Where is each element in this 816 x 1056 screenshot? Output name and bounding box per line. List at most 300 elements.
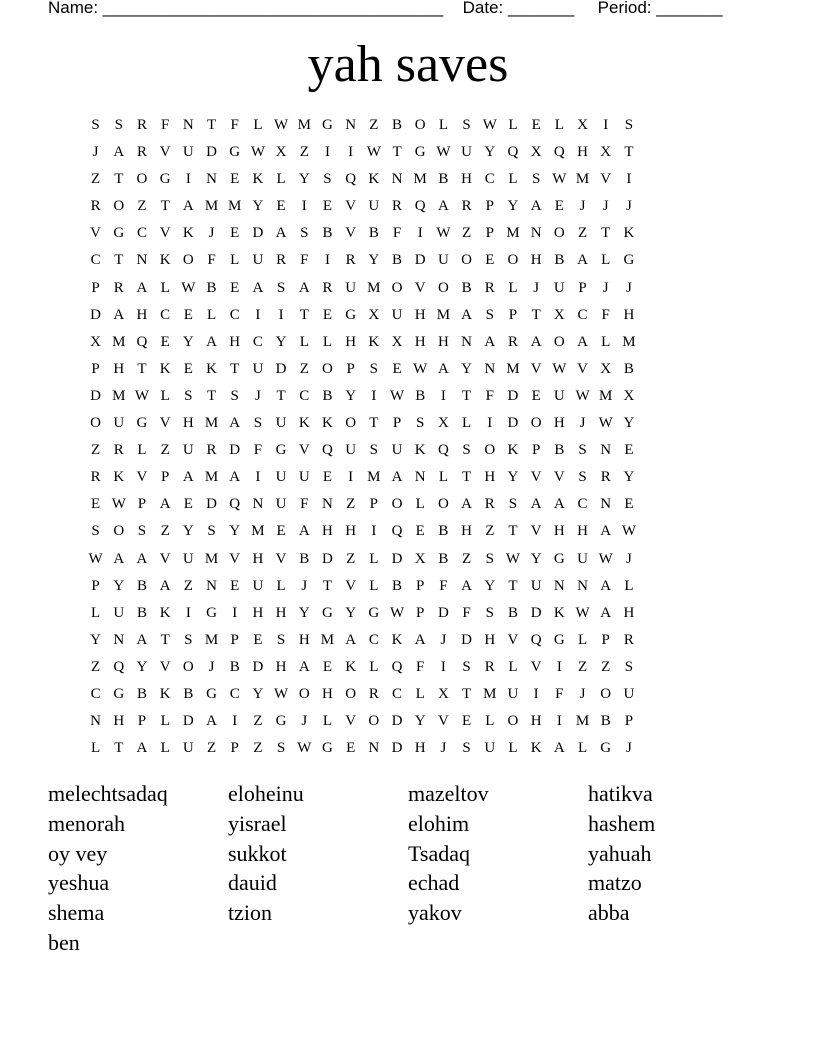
grid-letter: T xyxy=(531,306,541,323)
grid-letter: U xyxy=(113,415,125,432)
grid-letter: D xyxy=(391,713,403,730)
grid-letter: F xyxy=(416,658,425,675)
letter-grid xyxy=(84,114,641,764)
grid-letter: B xyxy=(392,252,403,269)
grid-letter: G xyxy=(159,171,171,188)
grid-letter: O xyxy=(553,333,565,350)
grid-letter: V xyxy=(159,144,171,161)
grid-letter: H xyxy=(275,604,287,621)
grid-letter: V xyxy=(553,469,565,486)
grid-row xyxy=(84,412,641,439)
grid-letter: K xyxy=(298,415,310,432)
grid-letter: S xyxy=(624,658,634,675)
grid-letter: A xyxy=(414,631,426,648)
grid-letter: W xyxy=(389,604,405,621)
grid-letter: S xyxy=(416,415,425,432)
grid-letter: M xyxy=(204,469,219,486)
grid-letter: O xyxy=(507,713,519,730)
grid-letter: A xyxy=(298,279,310,296)
grid-letter: S xyxy=(485,604,494,621)
grid-letter: V xyxy=(159,225,171,242)
grid-letter: R xyxy=(484,279,495,296)
grid-letter: S xyxy=(276,631,286,648)
grid-letter: T xyxy=(462,469,472,486)
grid-letter: E xyxy=(91,496,101,513)
grid-letter: H xyxy=(414,740,426,757)
grid-row xyxy=(84,277,641,304)
grid-letter: T xyxy=(392,144,402,161)
grid-letter: D xyxy=(437,604,449,621)
grid-letter: A xyxy=(437,198,449,215)
grid-letter: L xyxy=(601,333,611,350)
grid-letter: E xyxy=(531,387,541,404)
grid-letter: H xyxy=(414,333,426,350)
grid-letter: A xyxy=(206,333,217,350)
grid-letter: A xyxy=(530,198,542,215)
grid-letter: A xyxy=(298,523,310,540)
grid-letter: P xyxy=(369,496,379,513)
grid-letter: T xyxy=(369,415,379,432)
grid-letter: N xyxy=(600,442,612,459)
grid-letter: X xyxy=(553,306,565,323)
grid-letter: M xyxy=(297,117,311,133)
grid-letter: A xyxy=(136,279,148,296)
grid-letter: P xyxy=(392,415,402,432)
grid-letter: Z xyxy=(577,658,588,675)
grid-letter: Z xyxy=(160,442,170,459)
grid-letter: D xyxy=(530,604,542,621)
grid-row xyxy=(84,385,641,412)
grid-letter: N xyxy=(414,469,426,486)
grid-letter: X xyxy=(437,415,449,432)
grid-letter: A xyxy=(182,469,194,486)
grid-letter: Q xyxy=(229,496,241,513)
grid-letter: S xyxy=(91,523,100,540)
grid-letter: L xyxy=(438,117,448,133)
grid-letter: J xyxy=(301,713,308,730)
grid-letter: O xyxy=(136,171,148,188)
grid-letter: I xyxy=(556,658,562,675)
grid-letter: T xyxy=(160,631,170,648)
word-bank xyxy=(48,780,768,959)
grid-letter: N xyxy=(322,496,333,513)
grid-row xyxy=(84,141,641,168)
grid-letter: N xyxy=(600,496,612,513)
grid-letter: A xyxy=(600,577,612,594)
grid-letter: M xyxy=(228,198,242,215)
grid-letter: B xyxy=(136,577,147,594)
grid-letter: W xyxy=(505,550,521,567)
grid-letter: I xyxy=(417,225,423,242)
grid-letter: N xyxy=(461,333,473,350)
grid-letter: Z xyxy=(206,740,217,757)
grid-letter: C xyxy=(577,496,588,513)
grid-letter: Y xyxy=(252,685,264,702)
grid-letter: X xyxy=(391,333,403,350)
grid-letter: Y xyxy=(484,144,496,161)
grid-letter: Z xyxy=(346,550,356,567)
grid-letter: L xyxy=(322,333,333,350)
grid-letter: B xyxy=(368,225,379,242)
grid-letter: O xyxy=(90,415,102,432)
grid-letter: A xyxy=(136,631,148,648)
grid-letter: I xyxy=(440,387,446,404)
grid-letter: V xyxy=(600,171,612,188)
grid-letter: N xyxy=(206,171,217,188)
grid-letter: W xyxy=(366,144,381,161)
grid-letter: F xyxy=(160,117,170,133)
grid-row xyxy=(84,710,641,737)
grid-letter: V xyxy=(530,523,542,540)
grid-letter: B xyxy=(438,523,449,540)
grid-letter: J xyxy=(440,740,447,757)
grid-letter: C xyxy=(160,306,171,323)
grid-letter: S xyxy=(276,740,286,757)
grid-letter: K xyxy=(553,604,565,621)
grid-letter: S xyxy=(508,496,518,513)
grid-letter: W xyxy=(598,550,613,567)
grid-letter: L xyxy=(91,604,101,621)
grid-letter: V xyxy=(159,415,171,432)
grid-letter: R xyxy=(136,144,147,161)
grid-letter: I xyxy=(487,415,493,432)
grid-letter: T xyxy=(322,577,333,594)
grid-letter: E xyxy=(322,198,333,215)
grid-letter: L xyxy=(415,496,425,513)
grid-letter: P xyxy=(416,604,425,621)
grid-letter: H xyxy=(414,306,426,323)
grid-letter: S xyxy=(276,279,286,296)
grid-letter: P xyxy=(91,279,100,296)
grid-letter: V xyxy=(275,550,287,567)
grid-letter: Z xyxy=(346,496,356,513)
grid-letter: L xyxy=(577,631,588,648)
grid-letter: P xyxy=(485,225,494,242)
grid-letter: U xyxy=(275,496,287,513)
grid-letter: J xyxy=(92,144,99,161)
grid-letter: E xyxy=(276,523,286,540)
grid-letter: N xyxy=(345,117,357,133)
grid-row xyxy=(84,575,641,602)
grid-letter: P xyxy=(624,713,634,730)
grid-letter: E xyxy=(160,333,170,350)
grid-letter: X xyxy=(530,144,542,161)
grid-letter: E xyxy=(276,198,286,215)
grid-letter: Z xyxy=(91,442,101,459)
grid-letter: B xyxy=(461,279,472,296)
grid-letter: R xyxy=(113,279,124,296)
grid-row xyxy=(84,249,641,276)
grid-letter: F xyxy=(300,252,309,269)
grid-letter: W xyxy=(134,387,150,404)
grid-letter: J xyxy=(440,631,447,648)
grid-letter: W xyxy=(436,225,451,242)
grid-letter: B xyxy=(322,225,333,242)
grid-letter: V xyxy=(507,631,519,648)
grid-letter: H xyxy=(275,658,287,675)
grid-letter: D xyxy=(206,496,217,513)
grid-letter: L xyxy=(206,306,217,323)
grid-letter: E xyxy=(415,523,425,540)
grid-letter: F xyxy=(555,685,564,702)
grid-letter: G xyxy=(206,604,217,621)
grid-letter: L xyxy=(577,740,588,757)
grid-letter: I xyxy=(556,713,562,730)
grid-letter: B xyxy=(623,360,634,377)
grid-letter: T xyxy=(114,171,124,188)
grid-letter: E xyxy=(485,252,495,269)
grid-letter: W xyxy=(575,604,590,621)
grid-letter: J xyxy=(254,387,261,404)
grid-letter: P xyxy=(160,469,170,486)
grid-letter: V xyxy=(159,550,171,567)
grid-letter: M xyxy=(599,387,613,404)
grid-letter: V xyxy=(577,360,588,377)
grid-letter: W xyxy=(413,360,428,377)
grid-letter: U xyxy=(577,550,588,567)
grid-letter: M xyxy=(251,523,265,540)
grid-letter: A xyxy=(461,577,473,594)
grid-letter: W xyxy=(621,523,636,540)
grid-letter: N xyxy=(182,117,194,133)
grid-letter: E xyxy=(531,117,541,133)
grid-letter: Y xyxy=(345,604,357,621)
grid-letter: S xyxy=(462,658,471,675)
grid-letter: G xyxy=(322,740,333,757)
grid-letter: X xyxy=(368,306,380,323)
grid-letter: Z xyxy=(91,171,101,188)
grid-letter: W xyxy=(575,387,590,404)
grid-letter: Y xyxy=(530,550,542,567)
grid-letter: G xyxy=(275,713,287,730)
grid-row xyxy=(84,683,641,710)
grid-letter: A xyxy=(113,144,125,161)
grid-letter: Y xyxy=(229,523,241,540)
grid-letter: A xyxy=(391,469,403,486)
grid-letter: S xyxy=(485,306,494,323)
grid-letter: U xyxy=(252,252,264,269)
grid-letter: L xyxy=(462,415,472,432)
grid-letter: L xyxy=(369,577,379,594)
grid-letter: N xyxy=(136,252,148,269)
grid-letter: A xyxy=(461,496,473,513)
grid-letter: A xyxy=(275,225,287,242)
grid-letter: F xyxy=(485,387,494,404)
grid-letter: K xyxy=(113,469,125,486)
grid-letter: R xyxy=(113,442,124,459)
grid-letter: K xyxy=(159,685,171,702)
grid-letter: Y xyxy=(298,171,310,188)
grid-letter: I xyxy=(232,604,238,621)
grid-letter: N xyxy=(577,577,588,594)
grid-letter: U xyxy=(437,252,449,269)
grid-letter: R xyxy=(600,469,611,486)
grid-letter: I xyxy=(603,117,609,133)
word-bank-item: echad xyxy=(408,870,460,896)
grid-letter: I xyxy=(185,171,191,188)
grid-letter: K xyxy=(530,740,542,757)
grid-letter: X xyxy=(600,360,612,377)
grid-letter: Q xyxy=(345,171,357,188)
grid-letter: P xyxy=(485,198,494,215)
word-bank-item: menorah xyxy=(48,810,125,836)
grid-letter: L xyxy=(369,658,379,675)
grid-letter: K xyxy=(252,171,264,188)
grid-letter: T xyxy=(462,685,472,702)
grid-letter: B xyxy=(322,387,333,404)
grid-letter: F xyxy=(230,117,239,133)
grid-letter: I xyxy=(533,685,539,702)
grid-letter: S xyxy=(462,740,471,757)
grid-letter: A xyxy=(298,658,310,675)
grid-letter: V xyxy=(530,360,542,377)
grid-letter: W xyxy=(482,117,497,133)
grid-letter: S xyxy=(531,171,541,188)
grid-letter: A xyxy=(159,577,171,594)
grid-letter: R xyxy=(484,658,495,675)
grid-letter: E xyxy=(322,306,333,323)
grid-letter: W xyxy=(552,360,567,377)
grid-letter: M xyxy=(320,631,335,648)
grid-letter: P xyxy=(91,577,100,594)
grid-letter: T xyxy=(601,225,611,242)
grid-letter: E xyxy=(253,631,263,648)
grid-letter: P xyxy=(91,360,100,377)
grid-letter: L xyxy=(554,117,564,133)
grid-letter: L xyxy=(276,171,286,188)
grid-row xyxy=(84,520,641,547)
word-bank-item: abba xyxy=(588,900,630,926)
grid-letter: W xyxy=(88,550,103,567)
grid-letter: V xyxy=(345,713,357,730)
grid-letter: O xyxy=(345,685,357,702)
grid-letter: G xyxy=(206,685,217,702)
grid-letter: A xyxy=(553,496,565,513)
grid-letter: P xyxy=(531,442,541,459)
grid-letter: C xyxy=(392,685,403,702)
grid-letter: Y xyxy=(461,360,473,377)
grid-letter: S xyxy=(369,360,379,377)
grid-letter: N xyxy=(113,631,125,648)
grid-letter: D xyxy=(391,550,403,567)
word-bank-item: yisrael xyxy=(228,810,287,836)
grid-letter: V xyxy=(298,442,310,459)
grid-letter: Z xyxy=(137,198,147,215)
word-bank-item: dauid xyxy=(228,870,277,896)
grid-letter: T xyxy=(624,144,634,161)
word-bank-item: tzion xyxy=(228,900,272,926)
word-bank-item: yakov xyxy=(408,900,462,926)
grid-letter: U xyxy=(252,360,264,377)
grid-letter: A xyxy=(530,333,542,350)
grid-letter: A xyxy=(484,333,496,350)
grid-letter: P xyxy=(578,279,587,296)
grid-letter: U xyxy=(345,279,357,296)
grid-letter: B xyxy=(299,550,310,567)
word-bank-item: ben xyxy=(48,929,80,955)
grid-letter: I xyxy=(324,144,330,161)
grid-letter: P xyxy=(346,360,355,377)
grid-letter: E xyxy=(230,225,240,242)
word-bank-item: eloheinu xyxy=(228,781,304,806)
grid-letter: U xyxy=(182,442,194,459)
grid-letter: B xyxy=(206,279,217,296)
grid-letter: Q xyxy=(113,658,125,675)
grid-letter: T xyxy=(230,360,240,377)
grid-letter: S xyxy=(184,631,193,648)
grid-letter: A xyxy=(600,523,612,540)
grid-letter: A xyxy=(229,415,241,432)
grid-letter: U xyxy=(252,577,264,594)
grid-letter: L xyxy=(91,740,101,757)
grid-letter: T xyxy=(137,360,147,377)
grid-letter: J xyxy=(625,740,632,757)
grid-letter: B xyxy=(554,252,565,269)
grid-letter: V xyxy=(345,577,357,594)
grid-letter: C xyxy=(299,387,310,404)
grid-letter: G xyxy=(600,740,612,757)
grid-letter: O xyxy=(414,117,426,133)
grid-letter: R xyxy=(392,198,403,215)
grid-letter: U xyxy=(182,144,194,161)
grid-letter: J xyxy=(533,279,540,296)
grid-letter: Z xyxy=(253,713,263,730)
grid-letter: L xyxy=(624,577,634,594)
grid-letter: E xyxy=(230,279,240,296)
grid-letter: U xyxy=(298,469,310,486)
grid-letter: G xyxy=(553,550,565,567)
grid-letter: R xyxy=(484,496,495,513)
grid-letter: I xyxy=(440,658,446,675)
grid-letter: Q xyxy=(136,333,148,350)
grid-row xyxy=(84,331,641,358)
grid-letter: W xyxy=(274,117,289,133)
grid-letter: T xyxy=(276,387,286,404)
grid-letter: N xyxy=(391,171,403,188)
grid-letter: L xyxy=(276,577,286,594)
grid-letter: D xyxy=(391,740,403,757)
grid-letter: L xyxy=(508,279,518,296)
grid-letter: I xyxy=(185,604,191,621)
grid-letter: E xyxy=(462,713,472,730)
grid-letter: B xyxy=(392,117,403,133)
grid-letter: D xyxy=(252,225,264,242)
grid-letter: H xyxy=(437,333,449,350)
grid-letter: N xyxy=(90,713,102,730)
grid-letter: Z xyxy=(601,658,611,675)
grid-letter: W xyxy=(111,496,126,513)
grid-row xyxy=(84,493,641,520)
grid-letter: Q xyxy=(414,198,426,215)
grid-letter: L xyxy=(253,117,263,133)
grid-letter: M xyxy=(483,685,497,702)
grid-letter: S xyxy=(462,442,471,459)
grid-letter: P xyxy=(137,713,147,730)
grid-letter: S xyxy=(114,117,123,133)
grid-letter: L xyxy=(438,469,448,486)
grid-letter: M xyxy=(436,306,451,323)
grid-letter: S xyxy=(578,442,587,459)
grid-letter: B xyxy=(183,685,194,702)
grid-letter: B xyxy=(507,604,518,621)
grid-letter: O xyxy=(345,415,357,432)
grid-letter: Y xyxy=(414,713,426,730)
grid-letter: V xyxy=(90,225,102,242)
grid-letter: T xyxy=(160,198,170,215)
grid-letter: R xyxy=(461,198,472,215)
grid-letter: U xyxy=(391,306,403,323)
grid-letter: O xyxy=(530,415,542,432)
